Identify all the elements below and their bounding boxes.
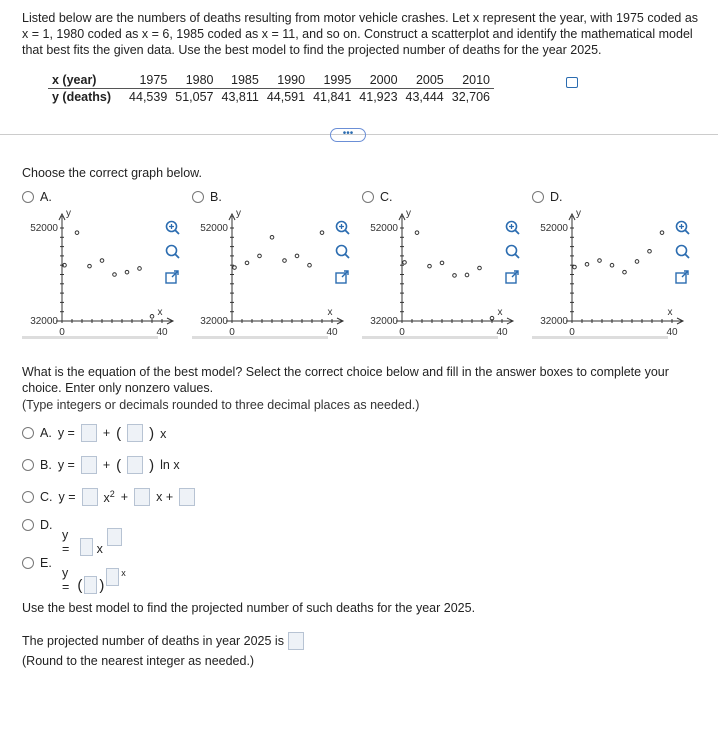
year-cell: 1995 <box>309 72 355 89</box>
y-max-label: 52000 <box>370 223 398 234</box>
x-axis-label: x <box>157 307 163 318</box>
deaths-cell: 41,923 <box>359 90 398 104</box>
year-cell: 2000 <box>355 72 401 89</box>
model-option-a[interactable] <box>22 424 166 442</box>
data-point <box>610 263 614 267</box>
data-point <box>440 261 444 265</box>
answer-box[interactable] <box>81 424 97 442</box>
open-new-window-icon[interactable] <box>335 270 351 286</box>
radio-c[interactable] <box>22 491 34 503</box>
table-row-years <box>48 72 494 89</box>
data-point <box>478 266 482 270</box>
model-option-d[interactable] <box>22 518 103 556</box>
x-squared: $x^2$ <box>103 488 115 506</box>
zoom-in-icon[interactable] <box>335 220 351 236</box>
data-point <box>573 265 577 269</box>
data-point <box>585 262 589 266</box>
zoom-out-icon[interactable] <box>165 244 181 260</box>
deaths-cell: 43,811 <box>221 90 259 104</box>
data-table <box>48 72 494 105</box>
x-max-label: 40 <box>666 327 678 338</box>
answer-box[interactable] <box>134 488 150 506</box>
close-paren: ) <box>149 424 155 442</box>
zoom-out-icon[interactable] <box>675 244 691 260</box>
graph-option-d[interactable] <box>532 190 702 350</box>
plus-sign: + <box>102 458 111 472</box>
scroll-bar <box>22 336 158 339</box>
data-point <box>100 259 104 263</box>
data-point <box>660 231 664 235</box>
y-min-label: 32000 <box>540 316 568 327</box>
var-x: x <box>160 427 167 441</box>
answer-box[interactable] <box>80 538 93 556</box>
ln-x: ln x <box>160 458 180 472</box>
open-paren: ( <box>116 424 122 442</box>
zoom-in-icon[interactable] <box>505 220 521 236</box>
eq-label: y = <box>62 528 70 556</box>
answer-box[interactable] <box>82 488 98 506</box>
graph-option-b[interactable] <box>192 190 362 350</box>
data-point <box>125 270 129 274</box>
model-option-c[interactable] <box>22 488 195 506</box>
projection-answer-box[interactable] <box>288 632 304 650</box>
y-axis-label: y <box>406 208 411 219</box>
y-min-label: 32000 <box>370 316 398 327</box>
open-paren: ( <box>116 456 122 474</box>
deaths-cell: 41,841 <box>313 90 352 104</box>
data-point <box>428 264 432 268</box>
option-letter: B. <box>40 458 52 472</box>
scroll-bar <box>192 336 328 339</box>
data-point <box>308 263 312 267</box>
y-min-label: 32000 <box>200 316 228 327</box>
option-letter: A. <box>40 426 52 440</box>
radio-b[interactable] <box>22 459 34 471</box>
data-point <box>453 274 457 278</box>
radio-graph[interactable] <box>362 191 374 203</box>
deaths-cell: 32,706 <box>451 90 490 104</box>
data-point <box>88 264 92 268</box>
x-max-label: 40 <box>326 327 338 338</box>
close-paren: ) <box>99 577 105 594</box>
data-point <box>283 259 287 263</box>
answer-box[interactable] <box>179 488 195 506</box>
eq-label: y = <box>57 426 75 440</box>
graph-prompt: Choose the correct graph below. <box>22 166 202 180</box>
eq-label: y = <box>57 458 75 472</box>
zoom-out-icon[interactable] <box>505 244 521 260</box>
data-point <box>75 231 79 235</box>
projection-question: Use the best model to find the projected number of such deaths for the year 2025. <box>22 601 476 615</box>
radio-graph[interactable] <box>532 191 544 203</box>
x-zero-label: 0 <box>59 327 65 338</box>
data-point <box>233 266 237 270</box>
year-cell: 1975 <box>125 72 171 89</box>
data-point <box>648 249 652 253</box>
data-point <box>113 273 117 277</box>
data-point <box>415 231 419 235</box>
data-point <box>320 231 324 235</box>
question-text: Listed below are the numbers of deaths resulting from motor vehicle crashes. Let x represent the year, with 1975 coded as x = 1, 1980 coded as x = 6, 1985 coded as x = 11, and so on. Construct a scatterplot and identify the mathematical model that best fits the given data. Use the best model to find the projected number of deaths for the year 2025. <box>22 11 699 57</box>
x-axis-label: x <box>667 307 673 318</box>
year-cell: 2005 <box>402 72 448 89</box>
projection-line <box>22 632 304 650</box>
data-point <box>150 315 154 319</box>
y-axis-label: y <box>576 208 581 219</box>
copy-data-icon[interactable] <box>566 77 578 88</box>
x-axis-label: x <box>497 307 503 318</box>
x-max-label: 40 <box>496 327 508 338</box>
y-axis-label: y <box>66 208 71 219</box>
option-letter: A. <box>40 190 52 204</box>
option-letter: B. <box>210 190 222 204</box>
data-point <box>245 261 249 265</box>
deaths-cell: 43,444 <box>405 90 444 104</box>
eq-label: y = <box>58 490 76 504</box>
data-point <box>465 273 469 277</box>
scroll-bar <box>362 336 498 339</box>
y-min-label: 32000 <box>30 316 58 327</box>
x-zero-label: 0 <box>399 327 405 338</box>
zoom-in-icon[interactable] <box>675 220 691 236</box>
graph-option-c[interactable] <box>362 190 532 350</box>
exponent-box[interactable] <box>106 568 119 586</box>
option-letter: E. <box>40 556 52 570</box>
radio-d[interactable] <box>22 519 34 531</box>
open-new-window-icon[interactable] <box>165 270 181 286</box>
exponent-box[interactable] <box>107 528 122 546</box>
model-option-e[interactable] <box>22 556 126 594</box>
graph-option-a[interactable] <box>22 190 192 350</box>
open-paren: ( <box>77 577 83 594</box>
data-point <box>635 260 639 264</box>
radio-graph[interactable] <box>192 191 204 203</box>
y-max-label: 52000 <box>540 223 568 234</box>
data-point <box>270 236 274 240</box>
open-new-window-icon[interactable] <box>505 270 521 286</box>
radio-graph[interactable] <box>22 191 34 203</box>
y-row-label: y (deaths) <box>52 90 112 104</box>
y-max-label: 52000 <box>200 223 228 234</box>
answer-box[interactable] <box>127 424 143 442</box>
open-new-window-icon[interactable] <box>675 270 691 286</box>
option-letter: C. <box>380 190 393 204</box>
radio-a[interactable] <box>22 427 34 439</box>
eq-label: y = <box>62 566 70 594</box>
x-zero-label: 0 <box>229 327 235 338</box>
deaths-cell: 51,057 <box>175 90 214 104</box>
scroll-bar <box>532 336 668 339</box>
projection-label: The projected number of deaths in year 2025 is <box>22 634 284 648</box>
data-point <box>623 270 627 274</box>
exponent-x: x <box>121 568 126 578</box>
x-zero-label: 0 <box>569 327 575 338</box>
x-plus: x + <box>156 490 174 504</box>
plus-sign: + <box>120 490 129 504</box>
year-cell: 1980 <box>171 72 217 89</box>
option-letter: D. <box>550 190 563 204</box>
model-hint: (Type integers or decimals rounded to three decimal places as needed.) <box>22 398 420 412</box>
year-cell: 1990 <box>263 72 309 89</box>
radio-e[interactable] <box>22 557 34 569</box>
deaths-cell: 44,539 <box>129 90 168 104</box>
data-point <box>403 261 407 265</box>
zoom-in-icon[interactable] <box>165 220 181 236</box>
data-point <box>258 254 262 258</box>
var-x: x <box>96 542 103 556</box>
expand-button[interactable]: ••• <box>330 128 366 142</box>
close-paren: ) <box>149 456 155 474</box>
option-letter: C. <box>40 490 53 504</box>
answer-box[interactable] <box>84 576 97 594</box>
answer-box[interactable] <box>127 456 143 474</box>
projection-hint: (Round to the nearest integer as needed.) <box>22 654 255 668</box>
model-option-b[interactable] <box>22 456 180 474</box>
deaths-cell: 44,591 <box>266 90 306 104</box>
model-question: What is the equation of the best model? Select the correct choice below and fill in the answer boxes to complete your choice. Enter only nonzero values. <box>22 365 669 395</box>
x-row-label: x (year) <box>48 72 125 89</box>
data-point <box>598 259 602 263</box>
zoom-out-icon[interactable] <box>335 244 351 260</box>
y-axis-label: y <box>236 208 241 219</box>
x-axis-label: x <box>327 307 333 318</box>
data-point <box>138 267 142 271</box>
table-row-deaths <box>48 89 494 106</box>
year-cell: 2010 <box>448 72 494 89</box>
data-point <box>295 254 299 258</box>
y-max-label: 52000 <box>30 223 58 234</box>
year-cell: 1985 <box>218 72 263 89</box>
option-letter: D. <box>40 518 53 532</box>
plus-sign: + <box>102 426 111 440</box>
x-max-label: 40 <box>156 327 168 338</box>
answer-box[interactable] <box>81 456 97 474</box>
